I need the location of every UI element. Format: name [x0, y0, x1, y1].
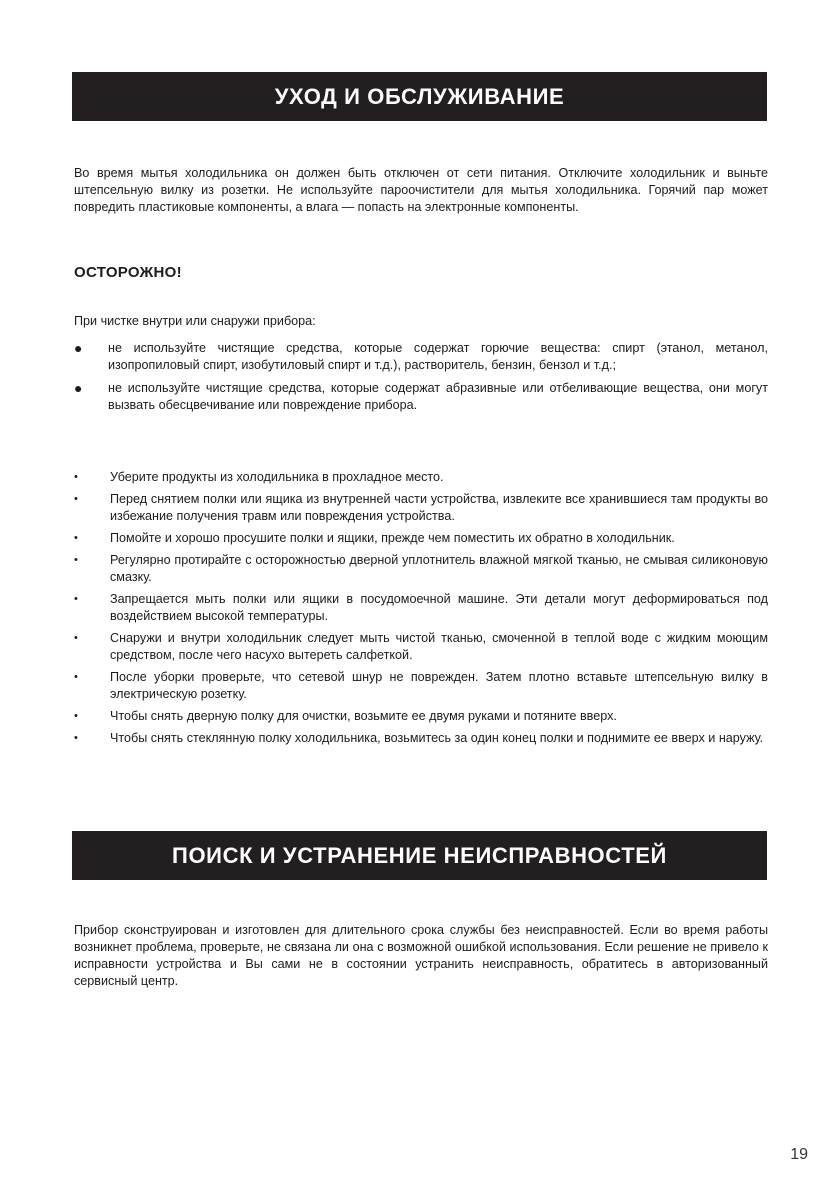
care-list-item: [74, 552, 768, 586]
care-list-item: [74, 730, 768, 747]
care-list-item-text: После уборки проверьте, что сетевой шнур не поврежден. Затем плотно вставьте штепсельную вилку в электрическую розетку.: [110, 670, 768, 701]
care-list-item-text: Перед снятием полки или ящика из внутренней части устройства, извлеките все хранившиеся там продукты во избежание получения травм или повреждения устройства.: [110, 492, 768, 523]
care-list-item: [74, 708, 768, 725]
care-instructions-list: [74, 469, 768, 752]
bullet-dot-icon: ●: [74, 380, 83, 396]
section-title-care-text: УХОД И ОБСЛУЖИВАНИЕ: [274, 83, 565, 109]
care-list-item-text: Регулярно протирайте с осторожностью дверной уплотнитель влажной мягкой тканью, не смывая силиконовую смазку.: [110, 553, 768, 584]
care-list-item-text: Запрещается мыть полки или ящики в посудомоечной машине. Эти детали могут деформироваться под воздействием высокой температуры.: [110, 592, 768, 623]
care-list-item: [74, 530, 768, 547]
section-title-troubleshooting: [72, 831, 767, 880]
bullet-icon: •: [74, 532, 78, 544]
care-list-item-text: Снаружи и внутри холодильник следует мыть чистой тканью, смоченной в теплой воде с жидким моющим средством, после чего насухо вытереть салфеткой.: [110, 631, 768, 662]
bullet-dot-icon: ●: [74, 340, 83, 356]
care-list-item: [74, 630, 768, 664]
bullet-icon: •: [74, 632, 78, 644]
warning-list-item-text: не используйте чистящие средства, которые содержат горючие вещества: спирт (этанол, метанол, изопропиловый спирт, изобутиловый спирт и т.д.), растворитель, бензин, бензол и т.д.;: [108, 341, 768, 372]
page-number: 19: [790, 1146, 808, 1163]
warning-list: [74, 340, 768, 420]
care-list-item-text: Помойте и хорошо просушите полки и ящики, прежде чем поместить их обратно в холодильник.: [110, 531, 675, 545]
warning-heading: ОСТОРОЖНО!: [74, 264, 182, 281]
care-intro-paragraph: Во время мытья холодильника он должен быть отключен от сети питания. Отключите холодильник и выньте штепсельную вилку из розетки. Не используйте пароочистители для мытья холодильника. Горячий пар может повредить пластиковые компоненты, а влага — попасть на электронные компоненты.: [74, 166, 768, 214]
bullet-icon: •: [74, 732, 78, 744]
bullet-icon: •: [74, 671, 78, 683]
bullet-icon: •: [74, 471, 78, 483]
care-list-item-text: Чтобы снять стеклянную полку холодильника, возьмитесь за один конец полки и поднимите ее вверх и наружу.: [110, 731, 764, 745]
bullet-icon: •: [74, 593, 78, 605]
care-list-item: [74, 669, 768, 703]
warning-lead-text: При чистке внутри или снаружи прибора:: [74, 314, 316, 328]
troubleshooting-paragraph: Прибор сконструирован и изготовлен для длительного срока службы без неисправностей. Если во время работы возникнет проблема, проверьте, не связана ли она с возможной ошибкой использования. Если решение не привело к исправности устройства и Вы сами не в состоянии устранить неисправность, обратитесь в авторизованный сервисный центр.: [74, 923, 768, 988]
warning-list-item-text: не используйте чистящие средства, которые содержат абразивные или отбеливающие вещества, они могут вызвать обесцвечивание или повреждение прибора.: [108, 381, 768, 412]
care-list-item: [74, 491, 768, 525]
section-title-troubleshooting-text: ПОИСК И УСТРАНЕНИЕ НЕИСПРАВНОСТЕЙ: [172, 842, 667, 868]
care-list-item: [74, 469, 768, 486]
care-list-item-text: Уберите продукты из холодильника в прохладное место.: [110, 470, 444, 484]
care-list-item-text: Чтобы снять дверную полку для очистки, возьмите ее двумя руками и потяните вверх.: [110, 709, 617, 723]
bullet-icon: •: [74, 493, 78, 505]
warning-list-item: [74, 380, 768, 414]
warning-list-item: [74, 340, 768, 374]
bullet-icon: •: [74, 554, 78, 566]
care-list-item: [74, 591, 768, 625]
section-title-care: [72, 72, 767, 121]
bullet-icon: •: [74, 710, 78, 722]
